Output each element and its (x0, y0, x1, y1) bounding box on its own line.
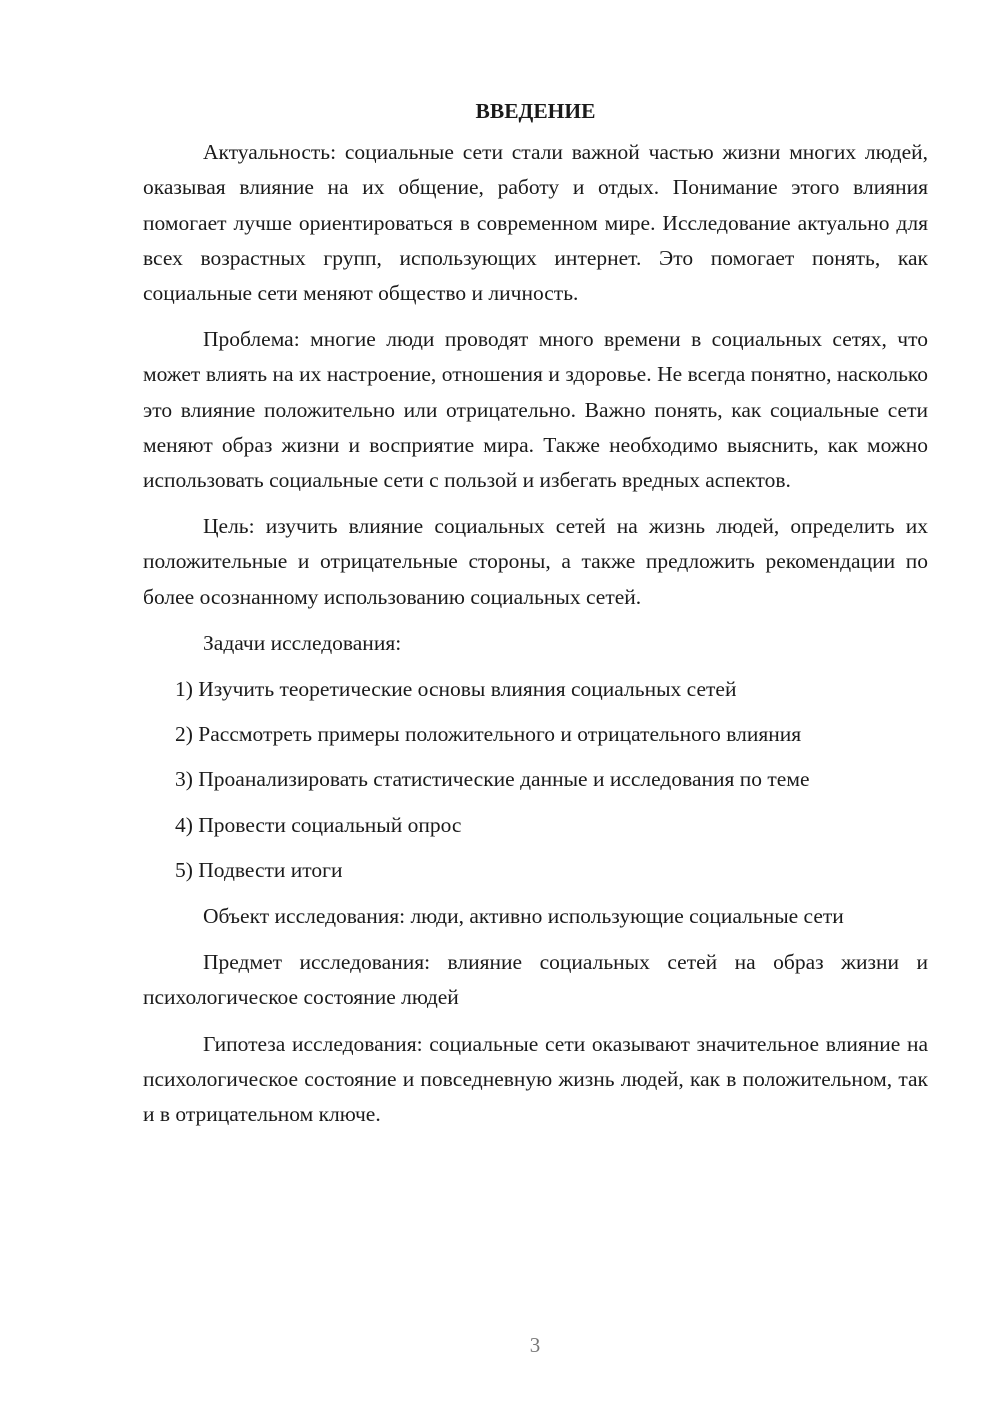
task-item: 3) Проанализировать статистические данные и исследования по теме (175, 767, 810, 792)
section-title: ВВЕДЕНИЕ (475, 99, 596, 123)
task-item: 2) Рассмотреть примеры положительного и отрицательного влияния (175, 722, 802, 747)
page-content (143, 94, 928, 1143)
tasks-list (143, 672, 928, 888)
tasks-heading: Задачи исследования: (203, 630, 402, 655)
object-paragraph: Объект исследования: люди, активно использующие социальные сети (203, 904, 844, 929)
task-item: 4) Провести социальный опрос (175, 812, 462, 837)
goal-paragraph: Цель: изучить влияние социальных сетей на жизнь людей, определить их положительные и отрицательные стороны, а также предложить рекомендации по более осознанному использованию социальных сетей. (143, 514, 928, 609)
task-item: 1) Изучить теоретические основы влияния социальных сетей (175, 677, 737, 702)
relevance-paragraph: Актуальность: социальные сети стали важной частью жизни многих людей, оказывая влияние на их общение, работу и отдых. Понимание этого влияния помогает лучше ориентироваться в современном мире. Исследование актуально для всех возрастных групп, использующих интернет. Это помогает понять, как социальные сети меняют общество и личность. (143, 140, 928, 306)
subject-paragraph: Предмет исследования: влияние социальных сетей на образ жизни и психологическое состояние людей (143, 950, 928, 1010)
hypothesis-paragraph: Гипотеза исследования: социальные сети оказывают значительное влияние на психологическое состояние и повседневную жизнь людей, как в положительном, так и в отрицательном ключе. (143, 1031, 928, 1127)
page-number: 3 (529, 1333, 541, 1357)
task-item: 5) Подвести итоги (175, 857, 343, 882)
problem-paragraph: Проблема: многие люди проводят много времени в социальных сетях, что может влиять на их настроение, отношения и здоровье. Не всегда понятно, насколько это влияние положительно или отрицательно. Важно понять, как социальные сети меняют образ жизни и восприятие мира. Также необходимо выяснить, как можно использовать социальные сети с пользой и избегать вредных аспектов. (143, 327, 928, 493)
